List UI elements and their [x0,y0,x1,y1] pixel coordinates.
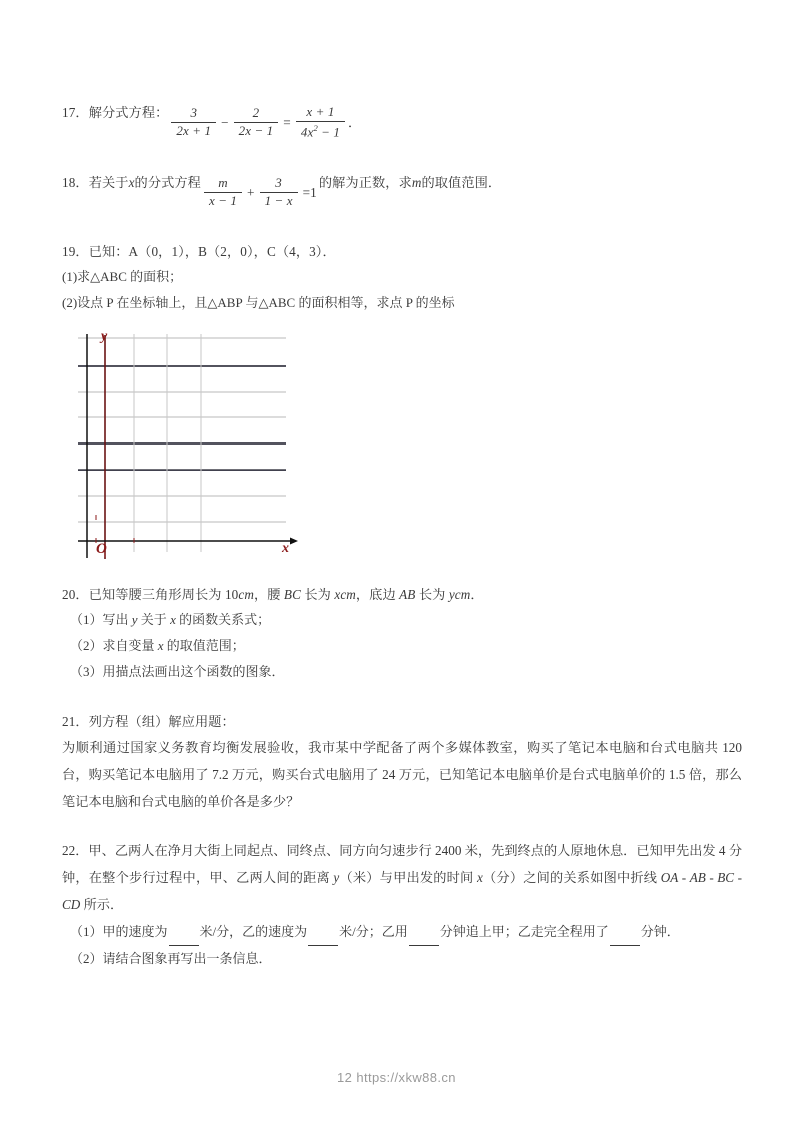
fraction-3-over-2x-plus-1 [171,106,216,139]
answer-blank-speed-jia[interactable] [169,919,199,946]
part-1-text-d: 分钟追上甲；乙走完全程用了 [439,923,609,939]
question-18-variable-x: x [128,175,135,191]
denominator-variable: x [307,124,314,140]
denominator-exponent: 2 [313,122,318,133]
page-content [62,100,742,972]
question-17-equation [168,105,361,140]
segment-oa: OA [660,870,679,886]
x-axis-label: x [282,541,289,556]
part-1-text-c: 的函数关系式； [175,612,271,628]
numerator: 3 [190,105,198,120]
question-20-part-2 [62,633,742,659]
question-22-part-2: （2）请结合图象再写出一条信息． [70,950,272,966]
dash-2: - [705,870,718,886]
part-1-text-e: 分钟． [640,923,680,939]
question-21-title-text: 列方程（组）解应用题： [88,714,235,730]
question-22-body [62,837,742,918]
part-2-text-b: 的取值范围； [163,638,245,654]
plus-operator: + [247,184,255,200]
question-21-number: 21． [62,714,89,730]
numerator: 2 [252,105,260,120]
denominator [296,121,345,140]
y-axis-label: y [101,329,108,344]
question-20-stem-d: ，底边 [355,587,400,602]
question-20-stem-f: ． [470,587,484,602]
denominator-tail: − 1 [317,124,341,140]
question-17-stem: 解分式方程： [88,105,169,120]
question-17 [62,100,742,140]
question-22-part-1 [62,919,742,946]
fraction-x-plus-1-over-4x2-minus-1 [296,105,345,140]
part-1-text-b: 米/分，乙的速度为 [199,923,308,939]
question-18-variable-m: m [411,175,422,191]
dash-1: - [678,870,690,886]
dash-3: - [734,870,742,886]
question-18-text-c: 的解为正数，求 [318,175,412,191]
question-19-number: 19． [62,243,89,259]
question-18-text-d: 的取值范围． [421,175,502,191]
coordinate-grid-figure [74,330,304,562]
segment-bc: BC [717,870,735,886]
question-18-text-a: 若关于 [88,175,129,191]
question-18-number: 18． [62,175,89,191]
question-20 [62,582,742,607]
variable-ycm: ycm [448,587,471,602]
part-2-variable-x: x [157,638,164,654]
answer-blank-speed-yi[interactable] [308,919,338,946]
question-22-number: 22． [62,843,89,859]
dark-horizontal-gridlines [78,366,286,471]
part-2-text-a: （2）求自变量 [70,638,158,654]
answer-blank-total-minutes[interactable] [610,919,640,946]
numerator: 3 [275,175,282,191]
part-1-text-c: 米/分；乙用 [339,923,408,939]
part-1-text-a: （1）写出 [70,612,132,628]
fraction-3-over-1-minus-x [260,176,298,209]
equals-operator: = [283,114,291,130]
question-20-stem-a: 已知等腰三角形周长为 10 [88,587,239,602]
question-20-stem-e: 长为 [415,587,449,602]
denominator: 2x − 1 [234,122,279,139]
segment-ab: AB [399,587,416,602]
denominator-coefficient: 4 [300,124,308,140]
answer-blank-catchup-minutes[interactable] [409,919,439,946]
page-footer: 12 https://xkw88.cn [337,1070,456,1085]
question-19-part-1: (1)求△ABC 的面积； [62,269,183,284]
equals-one: =1 [302,184,317,200]
question-21-title [62,709,742,734]
question-20-part-1 [62,607,742,633]
denominator: 2x + 1 [171,122,216,139]
question-22-text-c: （分）之间的关系如图中折线 [482,870,661,886]
question-20-stem-b: ，腰 [253,587,284,602]
question-22-text-b: （米）与甲出发的时间 [339,870,477,886]
part-1-text-b: 关于 [137,612,171,628]
coordinate-grid-svg [74,330,304,562]
question-22-variable-y: y [333,870,340,886]
variable-xcm: xcm [334,587,356,602]
segment-bc: BC [283,587,301,602]
question-20-number: 20． [62,587,89,602]
question-17-number: 17． [62,105,89,120]
segment-cd: CD [62,897,81,913]
question-22-variable-x: x [476,870,483,886]
fraction-m-over-x-minus-1 [204,176,242,209]
numerator: x + 1 [306,103,335,119]
question-20-unit-cm: cm [238,587,254,602]
origin-label: O [96,541,107,557]
x-axis-arrow [290,538,298,545]
question-20-stem-c: 长为 [300,587,335,602]
question-18 [62,170,742,209]
question-20-part-3: （3）用描点法画出这个函数的图象． [70,664,285,680]
fraction-2-over-2x-minus-1 [234,106,279,139]
part-1-variable-y: y [131,612,138,628]
question-18-text-b: 的分式方程 [134,175,201,191]
question-22-text-a: 甲、乙两人在净月大街上同起点、同终点、同方向匀速步行 2400 米，先到终点的人原地休息．已知甲先出发 4 分钟，在整个步行过程中，甲、乙两人间的距离 [62,843,743,886]
denominator: 1 − x [260,192,298,209]
part-1-variable-x: x [170,612,176,628]
segment-ab: AB [689,870,706,886]
question-19-part-2: (2)设点 P 在坐标轴上，且△ABP 与△ABC 的面积相等，求点 P 的坐标 [62,295,455,310]
question-17-period: ． [348,114,362,130]
denominator: x − 1 [204,192,242,209]
minus-operator: − [221,114,229,130]
question-19 [62,239,742,264]
numerator: m [218,175,228,191]
question-18-equation [201,176,319,209]
question-22-text-d: 所示． [80,897,124,913]
part-1-text-a: （1）甲的速度为 [70,923,168,939]
question-19-stem: 已知：A（0，1），B（2，0），C（4，3）． [88,243,336,259]
question-21-body: 为顺利通过国家义务教育均衡发展验收，我市某中学配备了两个多媒体教室，购买了笔记本电脑和台式电脑共 120 台，购买笔记本电脑用了 7.2 万元，购买台式电脑用了 24 万元，已知笔记本电脑单价是台式电脑单价的 1.5 倍，那么笔记本电脑和台式电脑的单价各是多少？ [62,740,742,810]
